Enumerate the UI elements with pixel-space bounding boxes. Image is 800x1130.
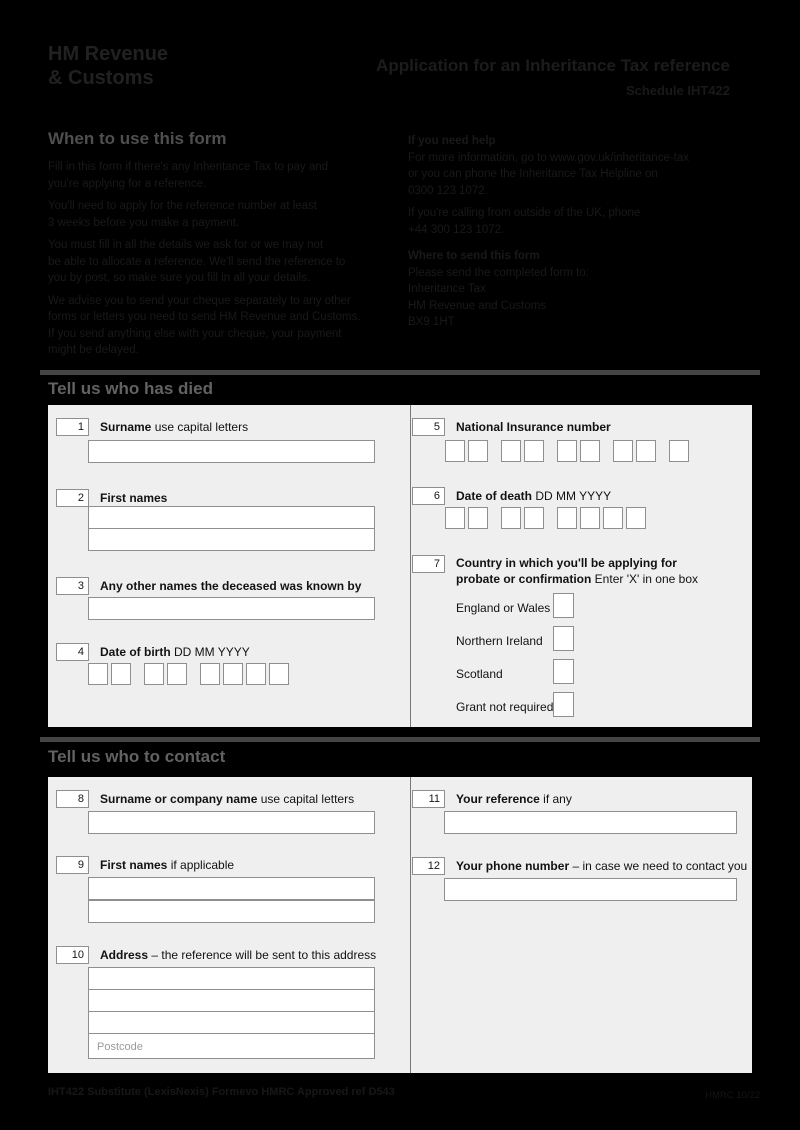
nino-label-bold: National Insurance number bbox=[456, 420, 611, 434]
hmrc-logo-line2: & Customs bbox=[48, 67, 154, 89]
outside-uk-number: +44 300 123 1072. bbox=[408, 223, 505, 236]
dob-char-box[interactable] bbox=[269, 663, 289, 685]
field-number-badge: 1 bbox=[56, 418, 89, 436]
first-names-label-bold: First names bbox=[100, 491, 168, 505]
date-of-death-label-bold: Date of death bbox=[456, 489, 533, 503]
intro-line: you're applying for a reference. bbox=[48, 177, 207, 190]
intro-paragraph bbox=[48, 159, 393, 192]
contact-surname-label bbox=[100, 791, 354, 807]
send-address-line: Inheritance Tax bbox=[408, 283, 486, 295]
help-column bbox=[408, 133, 758, 331]
title-block bbox=[376, 56, 730, 98]
intro-line: 3 weeks before you make a payment. bbox=[48, 216, 240, 229]
address-label-bold: Address bbox=[100, 948, 149, 962]
nino-char-box[interactable] bbox=[468, 440, 488, 462]
first-names-input-2[interactable] bbox=[88, 528, 375, 551]
grant-not-required-option-label: Grant not required bbox=[456, 700, 554, 714]
other-names-label bbox=[100, 578, 361, 594]
contact-first-names-input-2[interactable] bbox=[88, 900, 375, 923]
field-number-badge: 5 bbox=[412, 418, 445, 436]
other-names-input[interactable] bbox=[88, 597, 375, 620]
address-line-input-1[interactable] bbox=[88, 967, 375, 990]
contact-first-names-label-hint: if applicable bbox=[167, 858, 235, 872]
dob-char-box[interactable] bbox=[200, 663, 220, 685]
scotland-option-label: Scotland bbox=[456, 667, 503, 681]
nino-char-box[interactable] bbox=[669, 440, 689, 462]
schedule-reference: Schedule IHT422 bbox=[625, 83, 730, 98]
date-of-death-label bbox=[456, 488, 611, 504]
contact-surname-label-hint: use capital letters bbox=[257, 792, 355, 806]
surname-input[interactable] bbox=[88, 440, 375, 463]
intro-line: Fill in this form if there's any Inheritance Tax to pay and bbox=[48, 161, 329, 173]
phone-number-label-bold: Your phone number bbox=[456, 859, 570, 873]
postcode-input[interactable] bbox=[88, 1033, 375, 1059]
field-number-badge: 9 bbox=[56, 856, 89, 874]
section-divider-rule bbox=[40, 737, 760, 742]
surname-label-bold: Surname bbox=[100, 420, 152, 434]
contact-surname-label-bold: Surname or company name bbox=[100, 792, 258, 806]
intro-line: you by post, so make sure you fill in all your details. bbox=[48, 272, 311, 284]
intro-line: If you send anything else with your cheque, your payment bbox=[48, 327, 342, 340]
nino-char-box[interactable] bbox=[501, 440, 521, 462]
dod-char-box[interactable] bbox=[580, 507, 600, 529]
contact-surname-input[interactable] bbox=[88, 811, 375, 834]
when-to-use-column bbox=[48, 129, 393, 365]
dob-char-box[interactable] bbox=[167, 663, 187, 685]
dod-year-group bbox=[557, 507, 646, 529]
contact-first-names-label-bold: First names bbox=[100, 858, 168, 872]
section-title-who-to-contact: Tell us who to contact bbox=[48, 747, 226, 766]
nino-boxes bbox=[445, 440, 689, 462]
who-died-panel bbox=[48, 405, 752, 727]
your-reference-label-hint: if any bbox=[539, 792, 572, 806]
phone-number-label-hint: – in case we need to contact you bbox=[569, 859, 748, 873]
intro-paragraph bbox=[48, 198, 393, 231]
dob-year-group bbox=[200, 663, 289, 685]
hmrc-version-footer: HMRC 10/22 bbox=[705, 1090, 760, 1101]
dod-char-box[interactable] bbox=[445, 507, 465, 529]
date-of-birth-boxes bbox=[88, 663, 289, 685]
intro-line: be able to allocate a reference. We'll send the reference to bbox=[48, 255, 346, 268]
dod-char-box[interactable] bbox=[603, 507, 623, 529]
dob-month-group bbox=[144, 663, 187, 685]
dod-char-box[interactable] bbox=[557, 507, 577, 529]
helpline-number: 0300 123 1072. bbox=[408, 184, 488, 197]
contact-first-names-input-1[interactable] bbox=[88, 877, 375, 900]
country-label-bold2: probate or confirmation bbox=[456, 572, 592, 586]
field-number-badge: 6 bbox=[412, 487, 445, 505]
dob-char-box[interactable] bbox=[223, 663, 243, 685]
england-wales-checkbox[interactable] bbox=[553, 593, 574, 618]
date-of-birth-label bbox=[100, 644, 250, 660]
contact-first-names-label bbox=[100, 857, 234, 873]
outside-uk-line: If you're calling from outside of the UK, phone bbox=[408, 207, 641, 219]
country-label-bold: Country in which you'll be applying for bbox=[456, 556, 677, 570]
surname-label bbox=[100, 419, 248, 435]
where-to-send-heading: Where to send this form bbox=[408, 250, 540, 262]
intro-line: might be delayed. bbox=[48, 344, 139, 356]
intro-paragraph bbox=[48, 237, 393, 287]
nino-char-box[interactable] bbox=[613, 440, 633, 462]
section-divider-rule bbox=[40, 370, 760, 375]
dod-month-group bbox=[501, 507, 544, 529]
send-line: Please send the completed form to: bbox=[408, 266, 589, 279]
intro-line: You must fill in all the details we ask for or we may not bbox=[48, 239, 324, 251]
who-to-contact-panel bbox=[48, 777, 752, 1073]
intro-line: We advise you to send your cheque separately to any other bbox=[48, 294, 351, 307]
dob-char-box[interactable] bbox=[111, 663, 131, 685]
date-of-death-format-hint: DD MM YYYY bbox=[532, 489, 612, 503]
postcode-placeholder: Postcode bbox=[97, 1041, 143, 1053]
column-divider-line bbox=[410, 405, 411, 727]
address-line-input-3[interactable] bbox=[88, 1011, 375, 1034]
intro-paragraph bbox=[48, 293, 393, 359]
country-label-line2 bbox=[456, 571, 698, 587]
nino-box-group bbox=[669, 440, 689, 462]
northern-ireland-checkbox[interactable] bbox=[553, 626, 574, 651]
date-of-birth-label-bold: Date of birth bbox=[100, 645, 171, 659]
dob-char-box[interactable] bbox=[88, 663, 108, 685]
nino-label bbox=[456, 419, 611, 435]
page-title: Application for an Inheritance Tax reference bbox=[376, 56, 730, 75]
field-number-badge: 2 bbox=[56, 489, 89, 507]
your-reference-label-bold: Your reference bbox=[456, 792, 540, 806]
phone-number-label bbox=[456, 858, 747, 874]
dod-char-box[interactable] bbox=[626, 507, 646, 529]
england-wales-option-label: England or Wales bbox=[456, 601, 551, 615]
inheritance-tax-link-line: For more information, go to www.gov.uk/inheritance-tax bbox=[408, 151, 690, 164]
dob-day-group bbox=[88, 663, 131, 685]
field-number-badge: 3 bbox=[56, 577, 89, 595]
when-to-use-heading: When to use this form bbox=[48, 129, 227, 148]
dob-char-box[interactable] bbox=[144, 663, 164, 685]
dod-day-group bbox=[445, 507, 488, 529]
outside-uk-paragraph bbox=[408, 205, 758, 238]
dod-char-box[interactable] bbox=[468, 507, 488, 529]
surname-label-hint: use capital letters bbox=[151, 420, 249, 434]
dob-char-box[interactable] bbox=[246, 663, 266, 685]
section-title-who-died: Tell us who has died bbox=[48, 379, 213, 398]
nino-box-group bbox=[501, 440, 544, 462]
field-number-badge: 11 bbox=[412, 790, 445, 808]
first-names-label bbox=[100, 490, 167, 506]
hmrc-logo bbox=[48, 42, 168, 90]
address-line-input-2[interactable] bbox=[88, 989, 375, 1012]
dod-char-box[interactable] bbox=[524, 507, 544, 529]
grant-not-required-checkbox[interactable] bbox=[553, 692, 574, 717]
help-paragraph bbox=[408, 150, 758, 200]
date-of-birth-format-hint: DD MM YYYY bbox=[170, 645, 250, 659]
dod-char-box[interactable] bbox=[501, 507, 521, 529]
nino-char-box[interactable] bbox=[524, 440, 544, 462]
your-reference-label bbox=[456, 791, 572, 807]
address-label bbox=[100, 947, 376, 963]
nino-char-box[interactable] bbox=[445, 440, 465, 462]
country-label-line1 bbox=[456, 555, 677, 571]
nino-box-group bbox=[613, 440, 656, 462]
field-number-badge: 10 bbox=[56, 946, 89, 964]
other-names-label-bold: Any other names the deceased was known by bbox=[100, 579, 362, 593]
need-help-heading: If you need help bbox=[408, 135, 496, 147]
intro-line: forms or letters you need to send HM Revenue and Customs. bbox=[48, 311, 361, 323]
intro-line: You'll need to apply for the reference number at least bbox=[48, 200, 317, 212]
column-divider-line bbox=[410, 777, 411, 1073]
field-number-badge: 4 bbox=[56, 643, 89, 661]
field-number-badge: 8 bbox=[56, 790, 89, 808]
nino-char-box[interactable] bbox=[636, 440, 656, 462]
field-number-badge: 12 bbox=[412, 857, 445, 875]
scotland-checkbox[interactable] bbox=[553, 659, 574, 684]
date-of-death-boxes bbox=[445, 507, 646, 529]
nino-box-group bbox=[445, 440, 488, 462]
nino-char-box[interactable] bbox=[557, 440, 577, 462]
hmrc-logo-line1: HM Revenue bbox=[48, 43, 169, 65]
country-enter-x-hint: Enter 'X' in one box bbox=[591, 572, 698, 586]
address-label-hint: – the reference will be sent to this address bbox=[148, 948, 377, 962]
phone-number-input[interactable] bbox=[444, 878, 737, 901]
nino-char-box[interactable] bbox=[580, 440, 600, 462]
first-names-input-1[interactable] bbox=[88, 506, 375, 529]
send-address-line: HM Revenue and Customs bbox=[408, 299, 547, 312]
northern-ireland-option-label: Northern Ireland bbox=[456, 634, 543, 648]
help-line: or you can phone the Inheritance Tax Helpline on bbox=[408, 168, 658, 180]
field-number-badge: 7 bbox=[412, 555, 445, 573]
send-postcode-line: BX9 1HT bbox=[408, 316, 455, 328]
form-reference-footer: IHT422 Substitute (LexisNexis) Formevo HMRC Approved ref D543 bbox=[48, 1086, 395, 1098]
your-reference-input[interactable] bbox=[444, 811, 737, 834]
nino-box-group bbox=[557, 440, 600, 462]
